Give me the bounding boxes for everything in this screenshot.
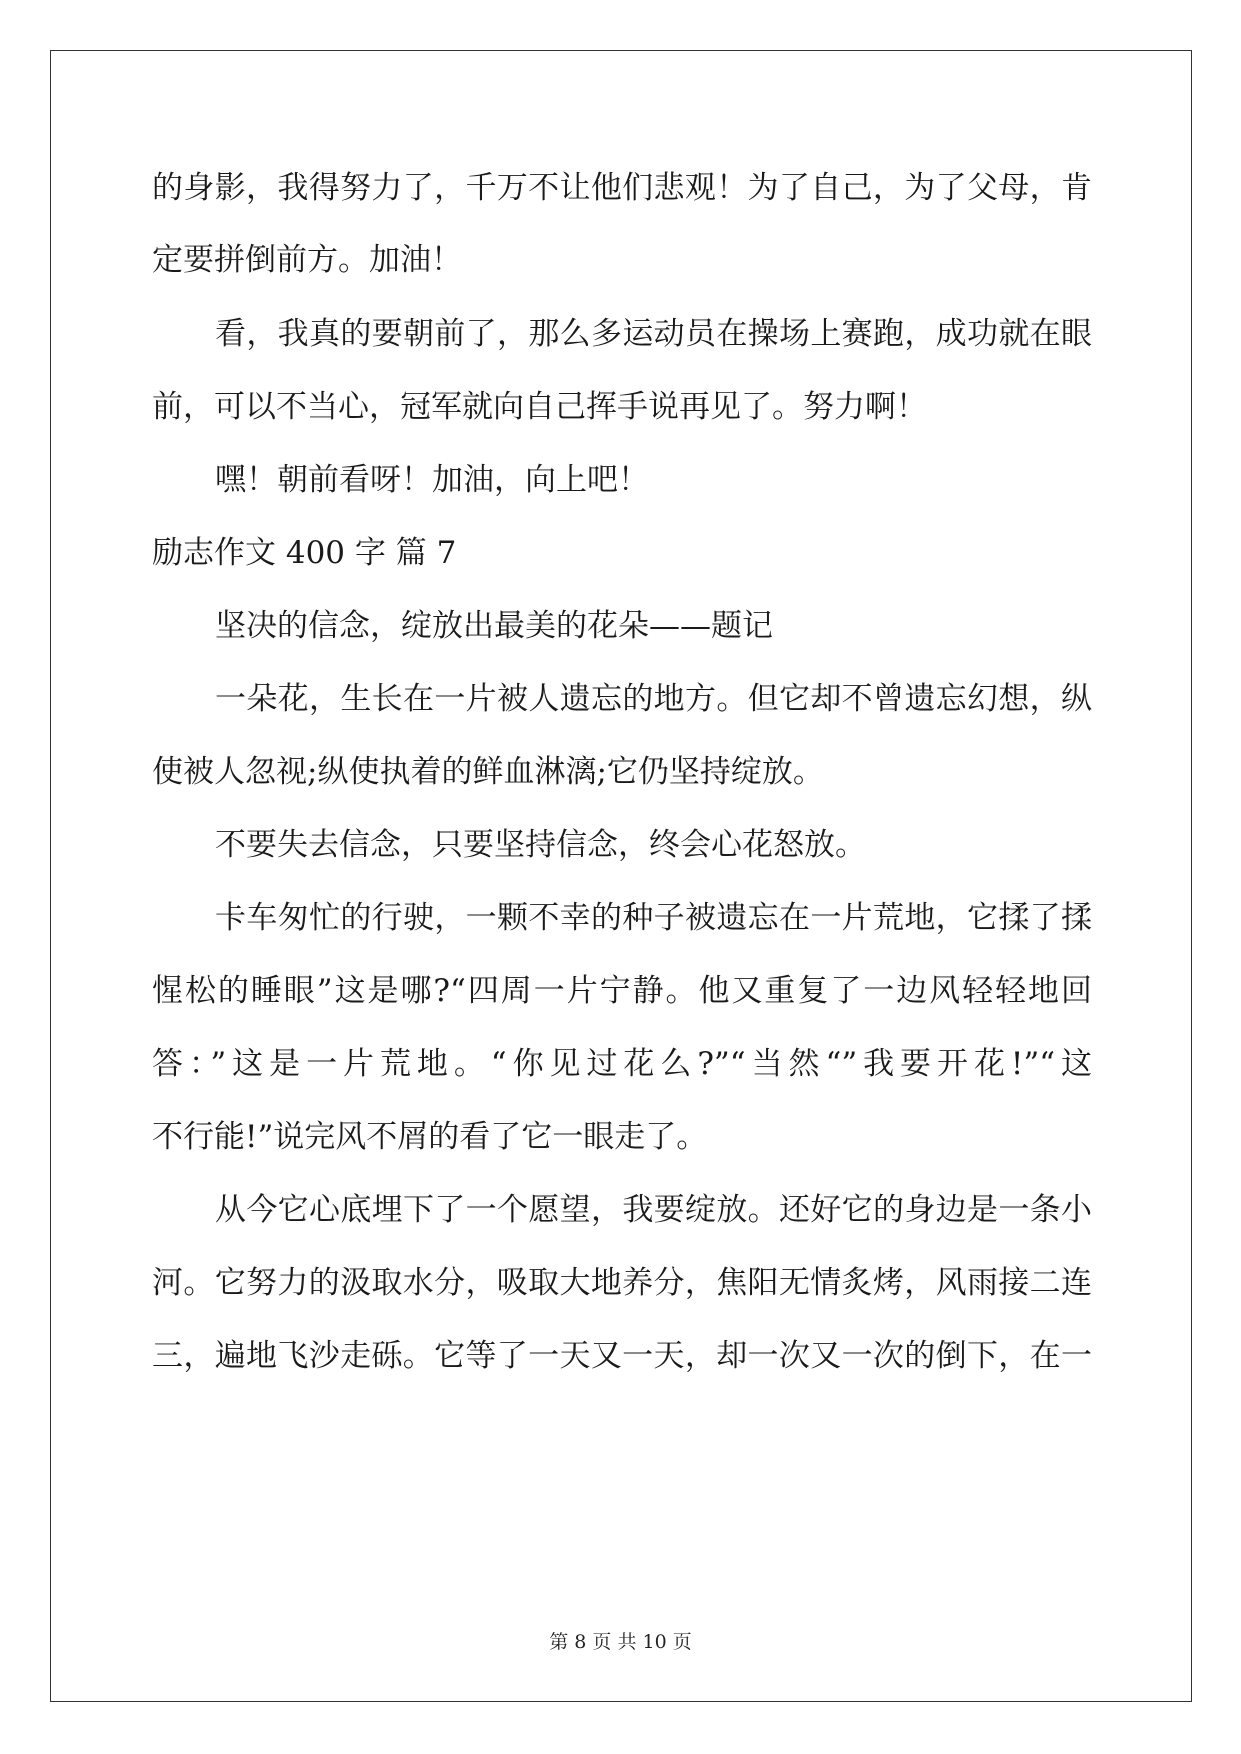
text-line: 三，遍地飞沙走砾。它等了一天又一天，却一次又一次的倒下，在一 — [152, 1338, 1092, 1374]
text-line: 从今它心底埋下了一个愿望，我要绽放。还好它的身边是一条小 — [215, 1192, 1092, 1228]
text-line: 定要拼倒前方。加油！ — [152, 242, 462, 278]
text-line: 不要失去信念，只要坚持信念，终会心花怒放。 — [215, 827, 866, 863]
text-line: 河。它努力的汲取水分，吸取大地养分，焦阳无情炙烤，风雨接二连 — [152, 1265, 1092, 1301]
text-line: 卡车匆忙的行驶，一颗不幸的种子被遗忘在一片荒地，它揉了揉 — [215, 900, 1092, 936]
text-line: 答：”这是一片荒地。“你见过花么?”“当然“”我要开花!”“这 — [152, 1046, 1092, 1082]
text-line: 的身影，我得努力了，千万不让他们悲观！为了自己，为了父母，肯 — [152, 170, 1092, 206]
text-line: 坚决的信念，绽放出最美的花朵——题记 — [215, 608, 773, 644]
text-line: 惺松的睡眼”这是哪?“四周一片宁静。他又重复了一边风轻轻地回 — [152, 973, 1092, 1009]
page-border — [50, 50, 1192, 1702]
section-heading: 励志作文 400 字 篇 7 — [152, 535, 457, 571]
text-line: 一朵花，生长在一片被人遗忘的地方。但它却不曾遗忘幻想，纵 — [215, 681, 1092, 717]
text-line: 使被人忽视;纵使执着的鲜血淋漓;它仍坚持绽放。 — [152, 754, 824, 790]
text-line: 嘿！朝前看呀！加油，向上吧！ — [215, 462, 649, 498]
text-line: 看，我真的要朝前了，那么多运动员在操场上赛跑，成功就在眼 — [215, 316, 1092, 352]
page-number: 第 8 页 共 10 页 — [549, 1631, 692, 1653]
text-line: 前，可以不当心，冠军就向自己挥手说再见了。努力啊！ — [152, 389, 927, 425]
text-line: 不行能!”说完风不屑的看了它一眼走了。 — [152, 1119, 708, 1155]
